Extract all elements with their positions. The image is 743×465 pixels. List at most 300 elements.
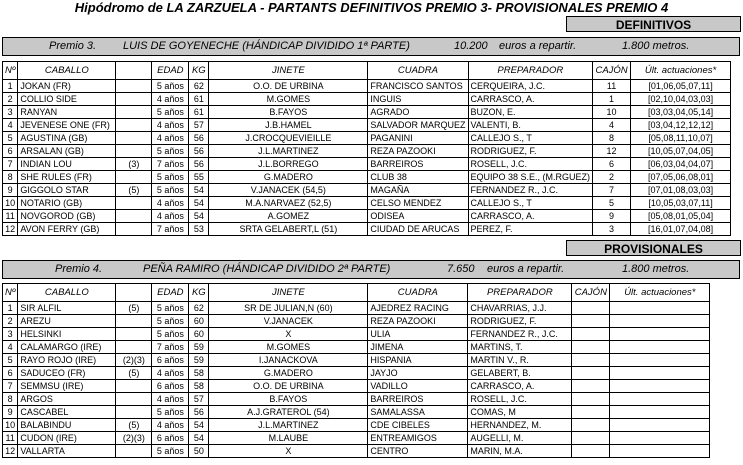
header-kg: KG [189,284,209,302]
cell-n: 3 [3,328,18,341]
cell-cuadra: CELSO MENDEZ [368,197,468,210]
header-cajon: CAJÓN [572,284,610,302]
header-ult: Últ. actuaciones* [631,62,731,80]
cell-preparador: CALLEJO S., T [468,197,593,210]
cell-jinete: X [209,328,368,341]
cell-nota: (2)(3) [116,432,152,445]
cell-cuadra: VADILLO [368,380,468,393]
premio3-name: LUIS DE GOYENECHE (HÁNDICAP DIVIDIDO 1ª PARTE) [123,40,410,52]
cell-kg: 56 [189,145,209,158]
cell-edad: 4 años [152,119,189,132]
cell-edad: 5 años [152,445,189,458]
cell-jinete: M.GOMES [209,93,368,106]
table-row [3,302,710,315]
cell-cajon: 7 [593,184,631,197]
cell-n: 5 [3,132,18,145]
table-row [3,445,710,458]
premio3-amount-text: euros a repartir. [499,40,577,52]
cell-nota [116,406,152,419]
header-ult: Últ. actuaciones* [610,284,710,302]
cell-edad: 4 años [152,93,189,106]
header-jinete: JINETE [209,284,368,302]
table-row [3,119,731,132]
cell-cajon: 11 [593,80,631,93]
cell-edad: 6 años [152,432,189,445]
cell-caballo: AVON FERRY (GB) [18,223,116,236]
cell-caballo: ARSALAN (GB) [18,145,116,158]
table-row [3,106,731,119]
cell-ult [610,406,710,419]
table-row [3,132,731,145]
header-cuadra: CUADRA [368,62,468,80]
cell-edad: 7 años [152,341,189,354]
cell-nota [116,393,152,406]
cell-preparador: BUZON, E. [468,106,593,119]
cell-edad: 6 años [152,380,189,393]
premio3-distance: 1.800 metros. [622,40,690,52]
cell-cajon [572,393,610,406]
cell-ult [610,380,710,393]
cell-caballo: AGUSTINA (GB) [18,132,116,145]
cell-kg: 54 [189,184,209,197]
table-row [3,393,710,406]
cell-preparador: RODRIGUEZ, F. [468,315,572,328]
table-row [3,145,731,158]
cell-kg: 54 [189,432,209,445]
cell-caballo: GIGGOLO STAR [18,184,116,197]
cell-kg: 57 [189,119,209,132]
cell-preparador: CARRASCO, A. [468,210,593,223]
table-row [3,367,710,380]
header-edad: EDAD [152,62,189,80]
cell-n: 8 [3,393,18,406]
cell-cajon: 3 [593,223,631,236]
cell-preparador: MARTINS, T. [468,341,572,354]
cell-edad: 5 años [152,106,189,119]
cell-caballo: CALAMARGO (IRE) [18,341,116,354]
cell-ult [610,328,710,341]
cell-caballo: JEVENESE ONE (FR) [18,119,116,132]
cell-kg: 56 [189,158,209,171]
table-row [3,223,731,236]
cell-caballo: CASCABEL [18,406,116,419]
cell-kg: 60 [189,315,209,328]
cell-preparador: COMAS, M [468,406,572,419]
cell-edad: 4 años [152,393,189,406]
cell-n: 9 [3,184,18,197]
cell-edad: 4 años [152,419,189,432]
cell-n: 12 [3,223,18,236]
cell-ult: [01,06,05,07,11] [631,80,731,93]
cell-kg: 50 [189,445,209,458]
header-blank [116,284,152,302]
cell-ult [610,354,710,367]
table-row [3,419,710,432]
cell-n: 9 [3,406,18,419]
cell-kg: 61 [189,93,209,106]
cell-n: 11 [3,210,18,223]
cell-jinete: J.B.HAMEL [209,119,368,132]
cell-edad: 5 años [152,184,189,197]
cell-n: 6 [3,145,18,158]
cell-ult: [03,04,12,12,12] [631,119,731,132]
cell-cajon: 1 [593,93,631,106]
cell-cuadra: SAMALASSA [368,406,468,419]
cell-kg: 59 [189,341,209,354]
premio4-amount-text: euros a repartir. [487,263,565,275]
cell-n: 2 [3,315,18,328]
cell-nota [116,223,152,236]
cell-cajon [572,406,610,419]
cell-edad: 5 años [152,171,189,184]
table-header-row [3,284,710,302]
premio3-header [2,37,740,56]
premio4-header [2,260,740,279]
cell-cajon: 4 [593,119,631,132]
cell-caballo: SIR ALFIL [18,302,116,315]
cell-n: 7 [3,158,18,171]
header-caballo: CABALLO [18,284,116,302]
cell-ult [610,315,710,328]
cell-preparador: RODRIGUEZ, F. [468,145,593,158]
cell-nota [116,445,152,458]
cell-caballo: RANYAN [18,106,116,119]
cell-kg: 55 [189,171,209,184]
cell-kg: 62 [189,302,209,315]
cell-jinete: X [209,445,368,458]
cell-cuadra: MAGAÑA [368,184,468,197]
cell-caballo: VALLARTA [18,445,116,458]
cell-nota [116,93,152,106]
table-row [3,93,731,106]
cell-jinete: A.J.GRATEROL (54) [209,406,368,419]
cell-cajon [572,380,610,393]
cell-preparador: MARTIN V., R. [468,354,572,367]
cell-kg: 61 [189,106,209,119]
cell-kg: 54 [189,419,209,432]
cell-cuadra: CLUB 38 [368,171,468,184]
cell-cuadra: INGUIS [368,93,468,106]
cell-n: 1 [3,80,18,93]
cell-edad: 7 años [152,158,189,171]
table-row [3,380,710,393]
cell-nota [116,80,152,93]
cell-jinete: G.MADERO [209,367,368,380]
cell-edad: 5 años [152,328,189,341]
cell-ult: [16,01,07,04,08] [631,223,731,236]
cell-ult: [10,05,03,07,11] [631,197,731,210]
cell-kg: 54 [189,210,209,223]
cell-cajon: 10 [593,106,631,119]
cell-ult [610,302,710,315]
cell-caballo: AREZU [18,315,116,328]
cell-ult [610,419,710,432]
cell-nota: (5) [116,367,152,380]
cell-cajon [572,328,610,341]
cell-kg: 56 [189,132,209,145]
premio3-amount: 10.200 [454,40,488,52]
cell-edad: 5 años [152,302,189,315]
cell-cuadra: AGRADO [368,106,468,119]
cell-nota [116,210,152,223]
cell-ult [610,445,710,458]
cell-edad: 7 años [152,223,189,236]
cell-cuadra: JAYJO [368,367,468,380]
cell-n: 10 [3,197,18,210]
cell-edad: 4 años [152,197,189,210]
cell-caballo: ARGOS [18,393,116,406]
cell-nota [116,106,152,119]
header-blank [116,62,152,80]
cell-nota [116,328,152,341]
cell-n: 3 [3,106,18,119]
table-row [3,171,731,184]
cell-cuadra: BARREIROS [368,158,468,171]
header-edad: EDAD [152,284,189,302]
cell-caballo: INDIAN LOU [18,158,116,171]
cell-n: 1 [3,302,18,315]
premio4-name: PEÑA RAMIRO (HÁNDICAP DIVIDIDO 2ª PARTE) [143,263,391,275]
cell-cajon: 9 [593,210,631,223]
table-row [3,354,710,367]
cell-kg: 58 [189,380,209,393]
cell-cuadra: ULIA [368,328,468,341]
cell-n: 12 [3,445,18,458]
table-row [3,80,731,93]
cell-kg: 56 [189,406,209,419]
table-row [3,210,731,223]
cell-nota [116,119,152,132]
cell-cajon [572,445,610,458]
cell-nota [116,197,152,210]
cell-cuadra: AJEDREZ RACING [368,302,468,315]
cell-preparador: CERQUEIRA, J.C. [468,80,593,93]
cell-jinete: I.JANACKOVA [209,354,368,367]
cell-kg: 57 [189,393,209,406]
cell-caballo: NOTARIO (GB) [18,197,116,210]
cell-cajon: 5 [593,197,631,210]
cell-cajon [572,367,610,380]
cell-jinete: M.A.NARVAEZ (52,5) [209,197,368,210]
cell-cuadra: CIUDAD DE ARUCAS [368,223,468,236]
cell-caballo: SADUCEO (FR) [18,367,116,380]
header-cajon: CAJÓN [593,62,631,80]
cell-jinete: J.L.MARTINEZ [209,145,368,158]
cell-jinete: O.O. DE URBINA [209,80,368,93]
cell-n: 5 [3,354,18,367]
table-row [3,158,731,171]
cell-cajon [572,341,610,354]
cell-n: 7 [3,380,18,393]
table-row [3,341,710,354]
cell-nota [116,132,152,145]
cell-edad: 6 años [152,354,189,367]
cell-cuadra: CENTRO [368,445,468,458]
cell-preparador: CARRASCO, A. [468,93,593,106]
cell-ult: [07,05,06,08,01] [631,171,731,184]
cell-n: 4 [3,119,18,132]
cell-cajon [572,354,610,367]
table-row [3,197,731,210]
cell-cuadra: ENTREAMIGOS [368,432,468,445]
cell-nota: (5) [116,184,152,197]
cell-preparador: CHAVARRIAS, J.J. [468,302,572,315]
cell-kg: 58 [189,367,209,380]
cell-cuadra: REZA PAZOOKI [368,145,468,158]
cell-jinete: V.JANACEK [209,315,368,328]
cell-preparador: ROSELL, J.C. [468,158,593,171]
cell-ult: [10,05,07,04,05] [631,145,731,158]
cell-preparador: CARRASCO, A. [468,380,572,393]
cell-edad: 5 años [152,145,189,158]
cell-preparador: HERNANDEZ, M. [468,419,572,432]
cell-ult: [05,08,01,05,04] [631,210,731,223]
cell-caballo: CUDON (IRE) [18,432,116,445]
cell-jinete: M.GOMES [209,341,368,354]
header-caballo: CABALLO [18,62,116,80]
cell-cajon [572,302,610,315]
cell-kg: 54 [189,197,209,210]
cell-edad: 5 años [152,315,189,328]
cell-nota [116,171,152,184]
cell-jinete: G.MADERO [209,171,368,184]
page-title: Hipódromo de LA ZARZUELA - PARTANTS DEFINITIVOS PREMIO 3- PROVISIONALES PREMIO 4 [74,0,669,15]
cell-cajon: 12 [593,145,631,158]
cell-preparador: FERNANDEZ R., J.C. [468,184,593,197]
cell-edad: 5 años [152,406,189,419]
cell-nota [116,315,152,328]
cell-jinete: B.FAYOS [209,393,368,406]
cell-ult [610,432,710,445]
cell-nota: (2)(3) [116,354,152,367]
cell-n: 11 [3,432,18,445]
cell-cuadra: CDE CIBELES [368,419,468,432]
cell-caballo: JOKAN (FR) [18,80,116,93]
cell-edad: 5 años [152,80,189,93]
cell-caballo: BALABINDU [18,419,116,432]
cell-caballo: RAYO ROJO (IRE) [18,354,116,367]
cell-jinete: J.L.BORREGO [209,158,368,171]
cell-caballo: HELSINKI [18,328,116,341]
premio4-label: Premio 4. [55,263,103,275]
premio4-amount: 7.650 [447,263,475,275]
cell-jinete: J.CROCQUEVIEILLE [209,132,368,145]
cell-kg: 60 [189,328,209,341]
cell-nota [116,380,152,393]
cell-jinete: O.O. DE URBINA [209,380,368,393]
table-row [3,406,710,419]
section-provisionales-label: PROVISIONALES [566,240,741,256]
cell-nota: (3) [116,158,152,171]
cell-cajon: 6 [593,158,631,171]
cell-preparador: GELABERT, B. [468,367,572,380]
header-preparador: PREPARADOR [468,284,572,302]
cell-preparador: ROSELL, J.C. [468,393,572,406]
cell-cajon: 2 [593,171,631,184]
cell-nota [116,145,152,158]
cell-preparador: CALLEJO S., T [468,132,593,145]
cell-ult [610,341,710,354]
cell-n: 6 [3,367,18,380]
cell-jinete: J.L.MARTINEZ [209,419,368,432]
cell-edad: 4 años [152,367,189,380]
cell-nota: (5) [116,419,152,432]
cell-ult: [02,10,04,03,03] [631,93,731,106]
header-jinete: JINETE [209,62,368,80]
cell-cuadra: SALVADOR MARQUEZ [368,119,468,132]
cell-preparador: MARIN, M.A. [468,445,572,458]
cell-kg: 59 [189,354,209,367]
cell-ult [610,367,710,380]
cell-jinete: SRTA GELABERT,L (51) [209,223,368,236]
cell-edad: 4 años [152,210,189,223]
cell-kg: 62 [189,80,209,93]
cell-kg: 53 [189,223,209,236]
cell-preparador: EQUIPO 38 S.E., (M.RGUEZ) [468,171,593,184]
cell-caballo: SEMMSU (IRE) [18,380,116,393]
cell-cajon [572,315,610,328]
cell-preparador: PEREZ, F. [468,223,593,236]
cell-preparador: AUGELLI, M. [468,432,572,445]
cell-cajon [572,432,610,445]
cell-jinete: SR DE JULIAN,N (60) [209,302,368,315]
cell-cajon [572,419,610,432]
cell-cuadra: PAGANINI [368,132,468,145]
cell-cuadra: JIMENA [368,341,468,354]
cell-cuadra: REZA PAZOOKI [368,315,468,328]
premio4-distance: 1.800 metros. [622,263,690,275]
table-row [3,315,710,328]
cell-jinete: B.FAYOS [209,106,368,119]
cell-cuadra: FRANCISCO SANTOS [368,80,468,93]
cell-n: 4 [3,341,18,354]
cell-caballo: COLLIO SIDE [18,93,116,106]
cell-ult: [07,01,08,03,03] [631,184,731,197]
cell-ult [610,393,710,406]
header-kg: KG [189,62,209,80]
header-preparador: PREPARADOR [468,62,593,80]
cell-nota [116,341,152,354]
table-row [3,328,710,341]
cell-ult: [03,03,04,05,14] [631,106,731,119]
cell-jinete: V.JANACEK (54,5) [209,184,368,197]
section-definitivos-label: DEFINITIVOS [566,16,741,32]
premio3-table [2,61,731,236]
cell-n: 10 [3,419,18,432]
cell-ult: [05,08,11,10,07] [631,132,731,145]
cell-n: 2 [3,93,18,106]
cell-cuadra: HISPANIA [368,354,468,367]
cell-jinete: A.GOMEZ [209,210,368,223]
cell-cajon: 8 [593,132,631,145]
cell-edad: 4 años [152,132,189,145]
table-row [3,432,710,445]
cell-ult: [06,03,04,04,07] [631,158,731,171]
cell-caballo: SHE RULES (FR) [18,171,116,184]
cell-caballo: NOVGOROD (GB) [18,210,116,223]
cell-n: 8 [3,171,18,184]
table-row [3,184,731,197]
premio4-table [2,283,710,458]
cell-preparador: VALENTI, B. [468,119,593,132]
premio3-label: Premio 3. [49,40,97,52]
cell-nota: (5) [116,302,152,315]
cell-cuadra: ODISEA [368,210,468,223]
header-cuadra: CUADRA [368,284,468,302]
table-header-row [3,62,731,80]
header-num: Nº [3,284,18,302]
cell-preparador: FERNANDEZ R., J.C. [468,328,572,341]
